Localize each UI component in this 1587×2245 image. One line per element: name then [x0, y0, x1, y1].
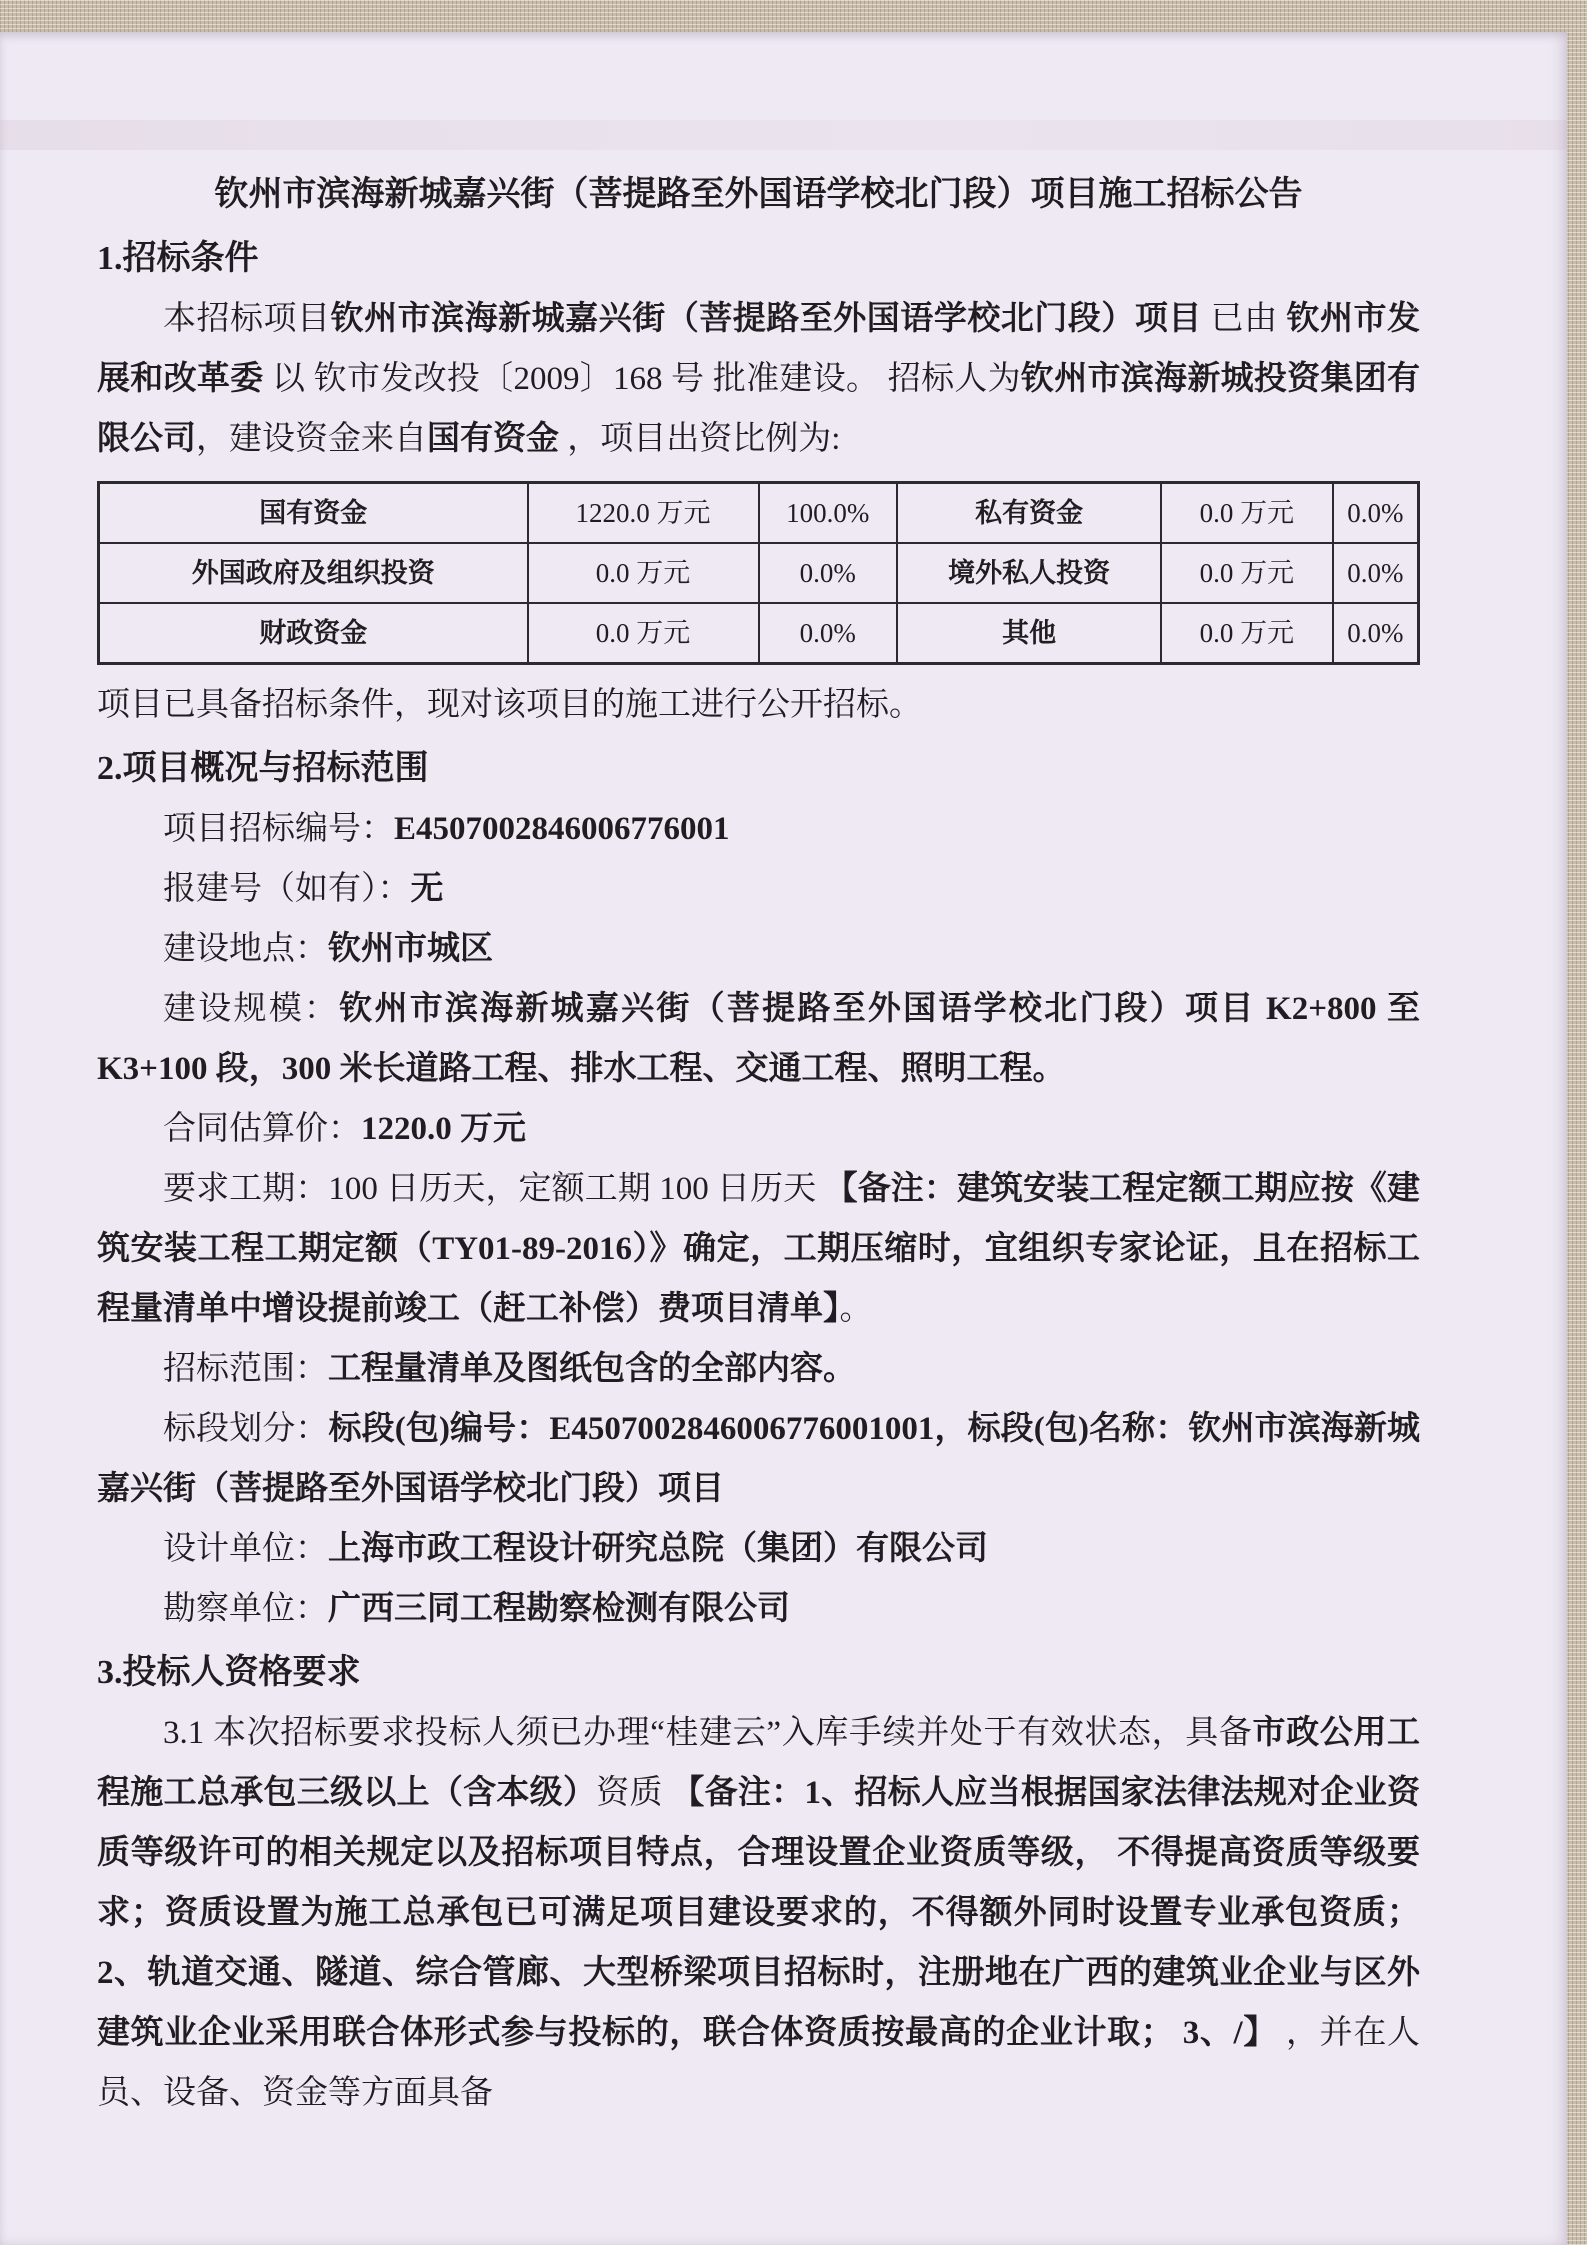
fund-type-cell: 私有资金	[897, 483, 1161, 544]
fund-percent-cell: 100.0%	[759, 483, 898, 544]
field-label: 要求工期：	[163, 1171, 329, 1207]
fund-amount-cell: 0.0 万元	[1161, 483, 1333, 544]
intro-text: 本招标项目	[163, 301, 331, 337]
fund-type-cell: 境外私人投资	[897, 543, 1161, 603]
filing-number-line	[97, 859, 1420, 919]
document-content	[97, 165, 1420, 2123]
duration-note: 【备注：建筑安装工程定额工期应按《建筑安装工程工期定额（TY01-89-2016）》确定，工期压缩时，宜组织专家论证，且在招标工程量清单中增设提前竣工（赶工补偿）费项目清单】	[97, 1171, 1421, 1327]
surveyor-line	[97, 1579, 1420, 1639]
tender-number-line	[97, 799, 1420, 859]
field-label: 报建号（如有）：	[163, 871, 411, 907]
fund-type-cell: 其他	[897, 603, 1161, 664]
table-row	[99, 543, 1419, 603]
fund-amount-cell: 1220.0 万元	[528, 483, 759, 544]
fund-percent-cell: 0.0%	[1333, 543, 1419, 603]
designer-value: 上海市政工程设计研究总院（集团）有限公司	[328, 1531, 988, 1567]
field-label: 建设规模：	[163, 991, 340, 1027]
field-label: 项目招标编号：	[163, 811, 394, 847]
qualification-requirement: 市政公用工程施工总承包三级以上（含本级）	[97, 1715, 1421, 1811]
filing-number-value: 无	[410, 871, 444, 907]
scale-line	[97, 979, 1420, 1099]
location-value: 钦州市城区	[328, 931, 493, 967]
estimate-line	[97, 1099, 1420, 1159]
tender-conditions-paragraph: 本招标项目钦州市滨海新城嘉兴街（菩提路至外国语学校北门段）项目 已由 钦州市发展和改革委 以 钦市发改投〔2009〕168 号 批准建设。 招标人为钦州市滨海新城投资集团有限公司，建设资金来自国有资金 ，项目出资比例为:	[97, 301, 1421, 457]
fund-percent-cell: 0.0%	[1333, 483, 1419, 544]
duration-value: 100 日历天，定额工期 100 日历天	[328, 1171, 825, 1207]
section-2-heading: 2.项目概况与招标范围	[97, 750, 429, 787]
duration-line: 要求工期：100 日历天，定额工期 100 日历天 【备注：建筑安装工程定额工期应按《建筑安装工程工期定额（TY01-89-2016）》确定，工期压缩时，宜组织专家论证，且在招标工程量清单中增设提前竣工（赶工补偿）费项目清单】。	[97, 1171, 1421, 1327]
tender-number-value: E4507002846006776001	[394, 811, 730, 847]
fund-amount-cell: 0.0 万元	[528, 543, 759, 603]
scope-line	[97, 1339, 1420, 1399]
fund-type-cell: 财政资金	[99, 603, 528, 664]
scale-value: 钦州市滨海新城嘉兴街（菩提路至外国语学校北门段）项目 K2+800 至 K3+100 段，300 米长道路工程、排水工程、交通工程、照明工程。	[97, 991, 1420, 1087]
designer-line	[97, 1519, 1420, 1579]
approval-authority: 钦州市发展和改革委	[97, 301, 1421, 397]
page-title: 钦州市滨海新城嘉兴街（菩提路至外国语学校北门段）项目施工招标公告	[214, 176, 1303, 213]
lots-value: 标段(包)编号：E4507002846006776001001，标段(包)名称：钦州市滨海新城嘉兴街（菩提路至外国语学校北门段）项目	[97, 1411, 1421, 1507]
section-1-heading: 1.招标条件	[97, 240, 259, 277]
section-3-heading: 3.投标人资格要求	[97, 1654, 361, 1691]
scope-value: 工程量清单及图纸包含的全部内容。	[328, 1351, 856, 1387]
lots-line	[97, 1399, 1420, 1519]
fund-amount-cell: 0.0 万元	[528, 603, 759, 664]
tender-conditions-closing: 项目已具备招标条件，现对该项目的施工进行公开招标。	[97, 687, 922, 723]
qualification-note: 【备注：1、招标人应当根据国家法律法规对企业资质等级许可的相关规定以及招标项目特点，合理设置企业资质等级， 不得提高资质等级要求；资质设置为施工总承包已可满足项目建设要求的，不得额外同时设置专业承包资质； 2、轨道交通、隧道、综合管廊、大型桥梁项目招标时，注册地在广西的建筑业企业与区外建筑业企业采用联合体形式参与投标的，联合体资质按最高的企业计取； 3、/】	[97, 1775, 1420, 2051]
fund-percent-cell: 0.0%	[1333, 603, 1419, 664]
surveyor-value: 广西三同工程勘察检测有限公司	[328, 1591, 790, 1627]
field-label: 勘察单位：	[163, 1591, 328, 1627]
field-label: 合同估算价：	[163, 1111, 361, 1147]
approval-document: 以 钦市发改投〔2009〕168 号 批准建设。 招标人为	[263, 361, 1021, 397]
funding-ratio-table	[97, 481, 1420, 665]
field-label: 设计单位：	[163, 1531, 328, 1567]
field-label: 标段划分：	[163, 1411, 329, 1447]
tenderer-name: 钦州市滨海新城投资集团有限公司	[97, 361, 1420, 457]
table-row	[99, 483, 1419, 544]
fund-percent-cell: 0.0%	[759, 603, 898, 664]
fund-source: 国有资金	[427, 421, 559, 457]
location-line	[97, 919, 1420, 979]
estimate-value: 1220.0 万元	[361, 1111, 526, 1147]
project-name: 钦州市滨海新城嘉兴街（菩提路至外国语学校北门段）项目	[330, 301, 1202, 337]
fund-type-cell: 国有资金	[99, 483, 528, 544]
table-row	[99, 603, 1419, 664]
fund-amount-cell: 0.0 万元	[1161, 543, 1333, 603]
fund-percent-cell: 0.0%	[759, 543, 898, 603]
field-label: 建设地点：	[163, 931, 328, 967]
qualification-paragraph: 3.1 本次招标要求投标人须已办理“桂建云”入库手续并处于有效状态，具备市政公用工程施工总承包三级以上（含本级）资质 【备注：1、招标人应当根据国家法律法规对企业资质等级许可的相关规定以及招标项目特点，合理设置企业资质等级， 不得提高资质等级要求；资质设置为施工总承包已可满足项目建设要求的，不得额外同时设置专业承包资质； 2、轨道交通、隧道、综合管廊、大型桥梁项目招标时，注册地在广西的建筑业企业与区外建筑业企业采用联合体形式参与投标的，联合体资质按最高的企业计取； 3、/】 ，并在人员、设备、资金等方面具备	[97, 1715, 1421, 2111]
fund-type-cell: 外国政府及组织投资	[99, 543, 528, 603]
field-label: 招标范围：	[163, 1351, 328, 1387]
fund-amount-cell: 0.0 万元	[1161, 603, 1333, 664]
